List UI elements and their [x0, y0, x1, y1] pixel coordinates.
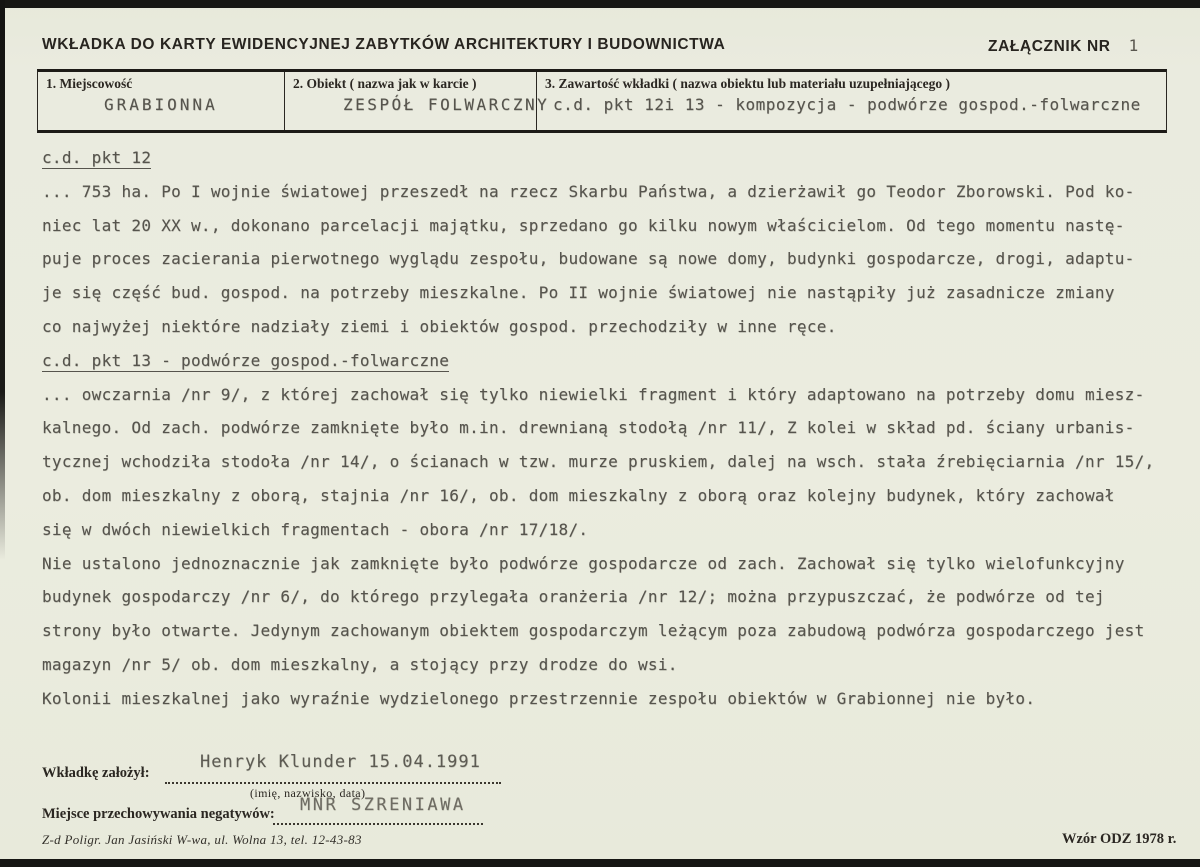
- typed-line: co najwyżej niektóre nadziały ziemi i obiektów gospod. przechodziły w inne ręce.: [42, 316, 837, 336]
- typed-line: puje proces zacierania pierwotnego wyglądu zespołu, budowane są nowe domy, budynki gospodarcze, drogi, adaptu-: [42, 249, 1135, 269]
- negatives-stamp-value: MNR SZRENIAWA: [300, 795, 466, 815]
- typed-line: ob. dom mieszkalny z oborą, stajnia /nr 16/, ob. dom mieszkalny z oborą oraz kolejny budynek, który zachował: [42, 485, 1115, 505]
- form-header-table: [37, 69, 1167, 133]
- field-locality-value: GRABIONNA: [104, 95, 218, 114]
- typed-line: ... owczarnia /nr 9/, z której zachował się tylko niewielki fragment i który adaptowano na potrzeby domu miesz-: [42, 384, 1145, 404]
- field-contents-label: 3. Zawartość wkładki ( nazwa obiektu lub materiału uzupełniającego ): [545, 76, 951, 91]
- document-title: WKŁADKA DO KARTY EWIDENCYJNEJ ZABYTKÓW ARCHITEKTURY I BUDOWNICTWA: [42, 36, 726, 53]
- founder-label: Wkładkę założył:: [42, 765, 150, 781]
- field-object-label: 2. Obiekt ( nazwa jak w karcie ): [293, 76, 477, 91]
- field-locality-label: 1. Miejscowość: [46, 76, 133, 91]
- typed-line: kalnego. Od zach. podwórze zamknięte było m.in. drewnianą stodołą /nr 11/, Z kolei w skład pd. ściany urbanis-: [42, 418, 1135, 438]
- section-heading: c.d. pkt 12: [42, 148, 152, 167]
- section-heading: c.d. pkt 13 - podwórze gospod.-folwarczne: [42, 350, 450, 370]
- typed-line: ... 753 ha. Po I wojnie światowej przeszedł na rzecz Skarbu Państwa, a dzierżawił go Teodor Zborowski. Pod ko-: [42, 181, 1135, 201]
- typed-line: Kolonii mieszkalnej jako wyraźnie wydzielonego przestrzennie zespołu obiektów w Grabionnej nie było.: [42, 688, 1036, 708]
- typed-line: magazyn /nr 5/ ob. dom mieszkalny, a stojący przy drodze do wsi.: [42, 654, 678, 674]
- typewritten-body: [42, 141, 1192, 716]
- field-object: [284, 72, 550, 130]
- typed-line: się w dwóch niewielkich fragmentach - obora /nr 17/18/.: [42, 519, 589, 539]
- typed-line: je się część bud. gospod. na potrzeby mieszkalne. Po II wojnie światowej nie nastąpiły już zasadnicze zmiany: [42, 283, 1115, 303]
- field-locality: [38, 72, 284, 130]
- attachment-number-value: 1: [1128, 36, 1139, 55]
- attachment-label: ZAŁĄCZNIK NR: [988, 38, 1111, 55]
- scan-edge-top: [0, 0, 1200, 8]
- field-contents-value: c.d. pkt 12i 13 - kompozycja - podwórze gospod.-folwarczne: [553, 95, 1141, 114]
- scan-edge-left: [0, 0, 5, 560]
- field-contents: [536, 72, 1166, 130]
- attachment-number: [988, 36, 1139, 56]
- scan-edge-bottom: [0, 859, 1200, 867]
- typed-line: strony było otwarte. Jedynym zachowanym obiektem gospodarczym leżącym poza zabudową podwórza gospodarczego jest: [42, 621, 1145, 641]
- founder-caption: (imię, nazwisko, data): [250, 786, 366, 800]
- typed-line: budynek gospodarczy /nr 6/, do którego przylegała oranżeria /nr 12/; można przypuszczać, że podwórze od tej: [42, 587, 1105, 607]
- template-note: Wzór ODZ 1978 r.: [1062, 831, 1177, 847]
- negatives-label: Miejsce przechowywania negatywów:: [42, 806, 275, 822]
- typed-line: niec lat 20 XX w., dokonano parcelacji majątku, sprzedano go kilku nowym właścicielom. Od tego momentu nastę-: [42, 215, 1125, 235]
- field-object-value: ZESPÓŁ FOLWARCZNY: [343, 95, 550, 114]
- founder-typed-value: Henryk Klunder 15.04.1991: [200, 752, 481, 772]
- printer-imprint: Z-d Poligr. Jan Jasiński W-wa, ul. Wolna 13, tel. 12-43-83: [42, 832, 362, 847]
- typed-line: Nie ustalono jednoznacznie jak zamknięte było podwórze gospodarcze od zach. Zachował się tylko wielofunkcyjny: [42, 553, 1125, 573]
- typed-line: tycznej wchodziła stodoła /nr 14/, o ścianach w tzw. murze pruskiem, dalej na wsch. stała źrebięciarnia /nr 15/,: [42, 452, 1155, 472]
